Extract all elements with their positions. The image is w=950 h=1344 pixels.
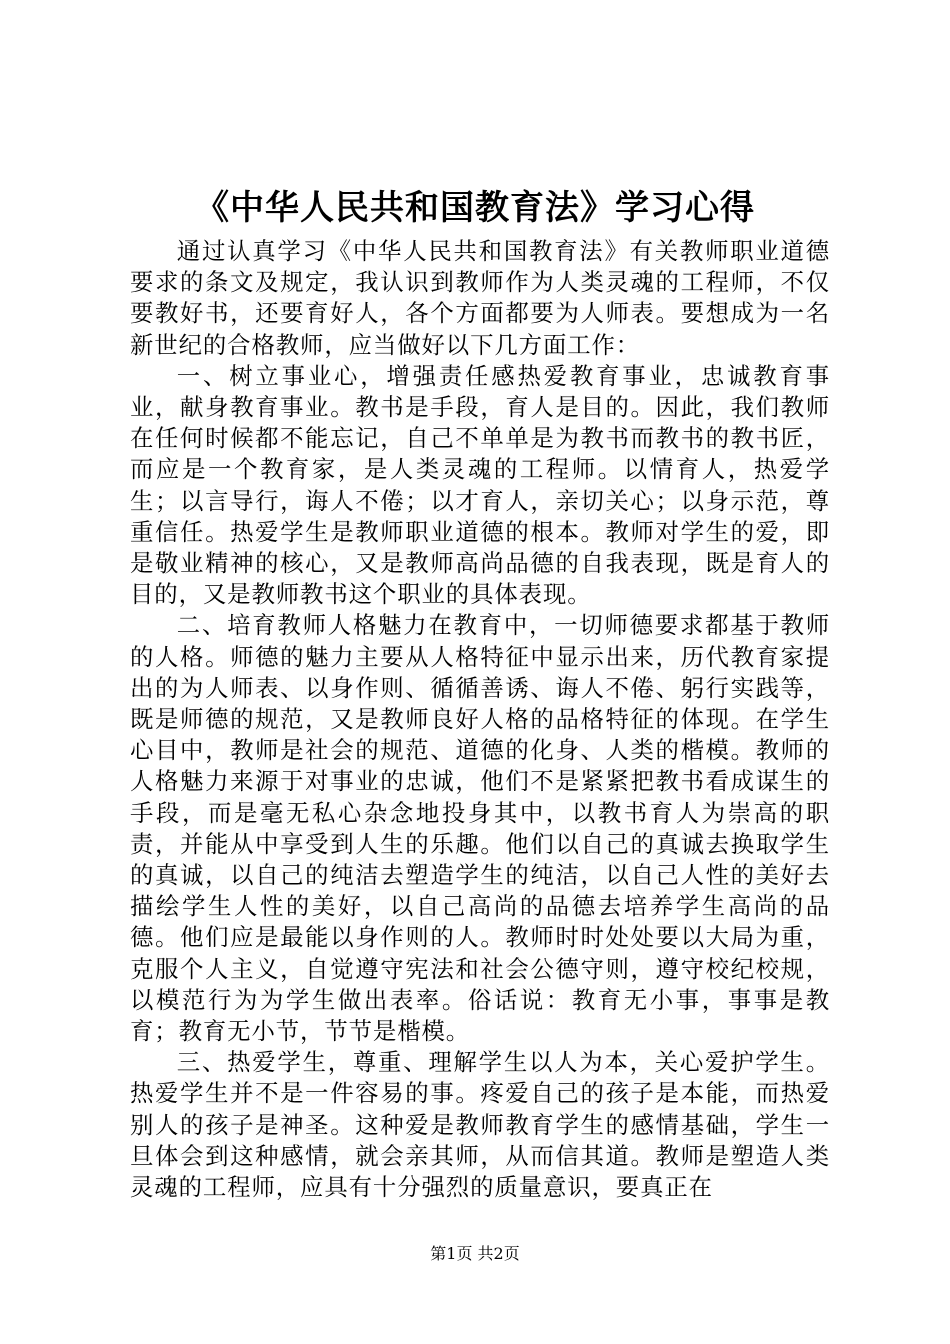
paragraph-intro: 通过认真学习《中华人民共和国教育法》有关教师职业道德要求的条文及规定，我认识到教师作为人类灵魂的工程师，不仅要教好书，还要育好人，各个方面都要为人师表。要想成为一名新世纪的合格教师，应当做好以下几方面工作： [130, 237, 830, 359]
paragraph-section-3: 三、热爱学生，尊重、理解学生以人为本，关心爱护学生。热爱学生并不是一件容易的事。疼爱自己的孩子是本能，而热爱别人的孩子是神圣。这种爱是教师教育学生的感情基础，学生一旦体会到这种感情，就会亲其师，从而信其道。教师是塑造人类灵魂的工程师，应具有十分强烈的质量意识，要真正在 [130, 1048, 830, 1202]
paragraph-section-2: 二、培育教师人格魅力在教育中，一切师德要求都基于教师的人格。师德的魅力主要从人格特征中显示出来，历代教育家提出的为人师表、以身作则、循循善诱、诲人不倦、躬行实践等，既是师德的规范，又是教师良好人格的品格特征的体现。在学生心目中，教师是社会的规范、道德的化身、人类的楷模。教师的人格魅力来源于对事业的忠诚，他们不是紧紧把教书看成谋生的手段，而是毫无私心杂念地投身其中，以教书育人为崇高的职责，并能从中享受到人生的乐趣。他们以自己的真诚去换取学生的真诚，以自己的纯洁去塑造学生的纯洁，以自己人性的美好去描绘学生人性的美好，以自己高尚的品德去培养学生高尚的品德。他们应是最能以身作则的人。教师时时处处要以大局为重，克服个人主义，自觉遵守宪法和社会公德守则，遵守校纪校规，以模范行为为学生做出表率。俗话说：教育无小事，事事是教育；教育无小节，节节是楷模。 [130, 611, 830, 1046]
page-number-footer: 第1页 共2页 [430, 1244, 520, 1263]
document-title: 《中华人民共和国教育法》学习心得 [195, 188, 755, 228]
paragraph-section-1: 一、树立事业心，增强责任感热爱教育事业，忠诚教育事业，献身教育事业。教书是手段，育人是目的。因此，我们教师在任何时候都不能忘记，自己不单单是为教书而教书的教书匠，而应是一个教育家，是人类灵魂的工程师。以情育人，热爱学生；以言导行，诲人不倦；以才育人，亲切关心；以身示范，尊重信任。热爱学生是教师职业道德的根本。教师对学生的爱，即是敬业精神的核心，又是教师高尚品德的自我表现，既是育人的目的，又是教师教书这个职业的具体表现。 [130, 361, 830, 609]
document-body [130, 236, 830, 1203]
